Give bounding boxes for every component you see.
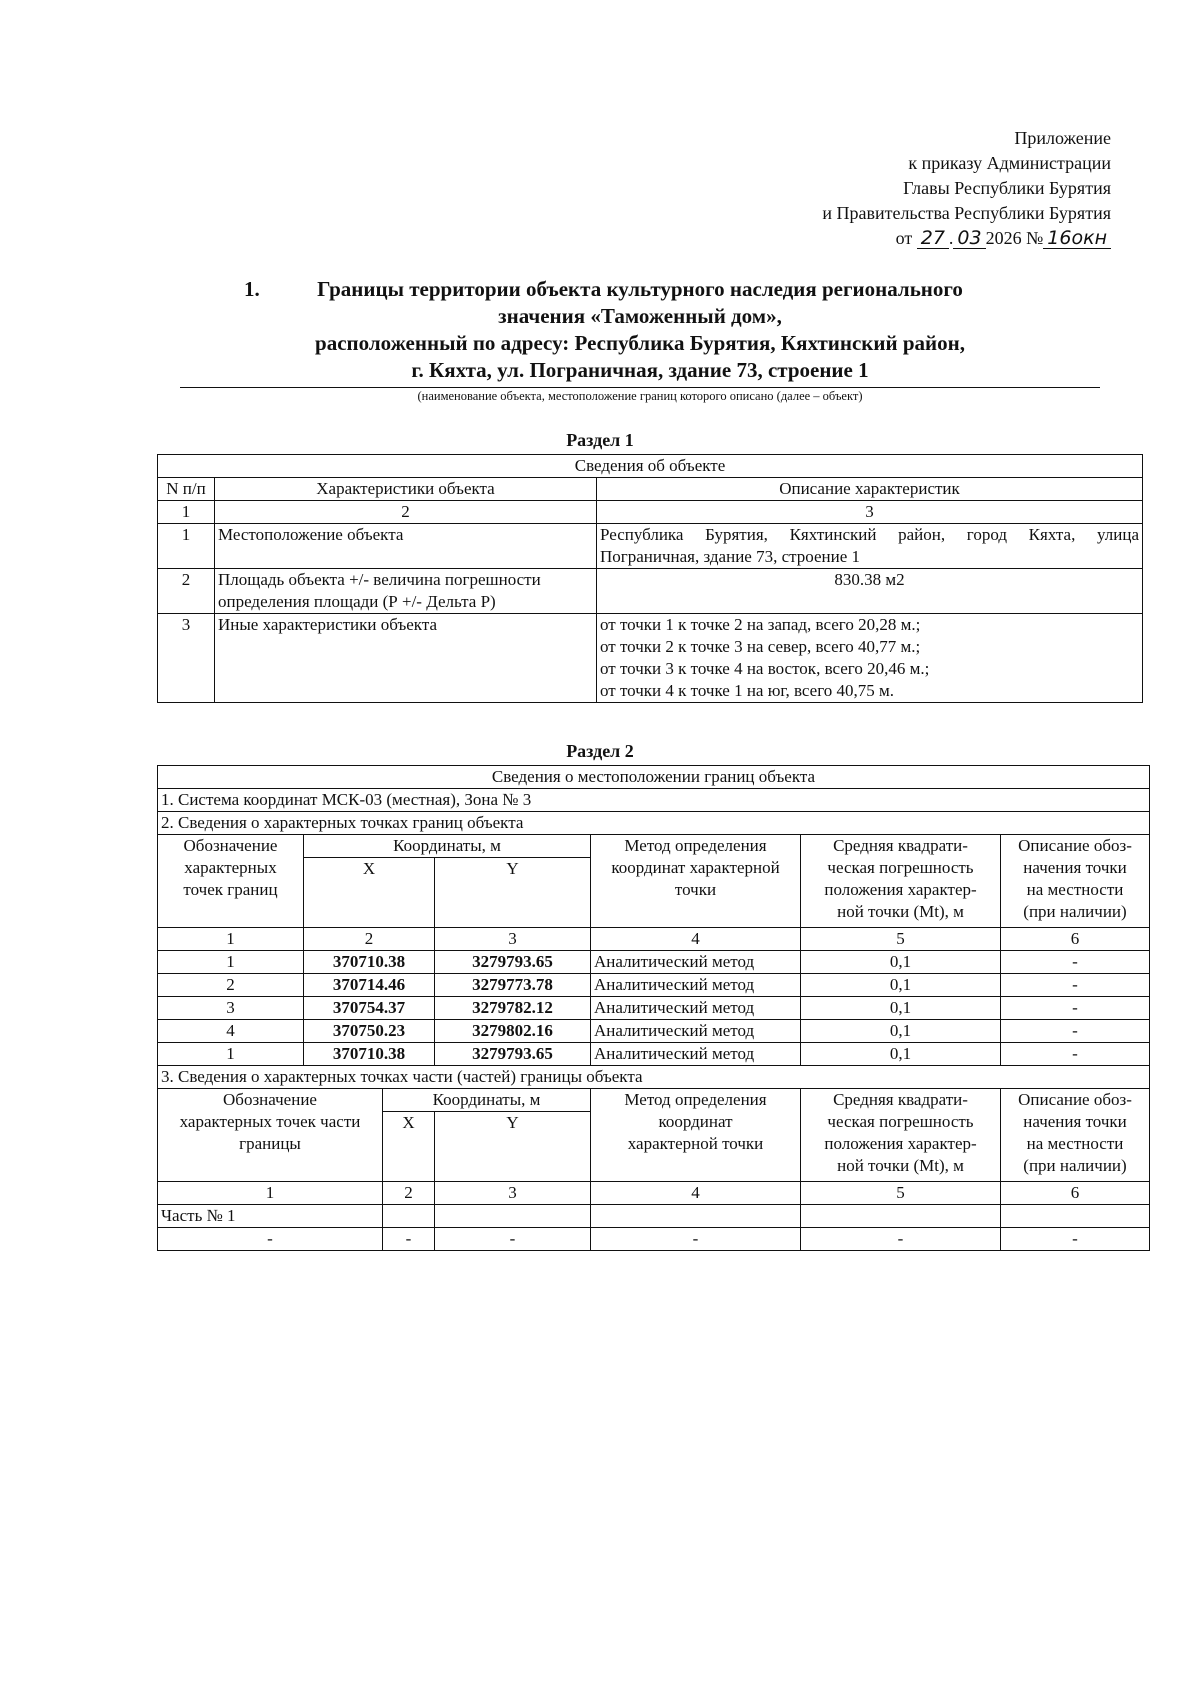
part-desc-header xyxy=(1001,1089,1150,1182)
coordinate-system: 1. Система координат МСК-03 (местная), Зона № 3 xyxy=(158,789,1150,812)
col-number-cell: 3 xyxy=(435,1182,591,1205)
header-line: начения точки xyxy=(1023,858,1127,877)
empty-cell xyxy=(801,1205,1001,1228)
title-caption: (наименование объекта, местоположение границ которого описано (далее – объект) xyxy=(417,389,863,403)
title-number: 1. xyxy=(244,277,260,301)
header-line: на местности xyxy=(1026,880,1124,899)
header-line: координат xyxy=(658,1112,733,1131)
point-desc: - xyxy=(1001,951,1150,974)
part-error-header xyxy=(801,1089,1001,1182)
part-y-header: Y xyxy=(435,1112,591,1182)
col-number-cell: 5 xyxy=(801,928,1001,951)
point-id: 1 xyxy=(158,1043,304,1066)
col-number-cell: 6 xyxy=(1001,1182,1150,1205)
header-line: Обозначение xyxy=(223,1090,317,1109)
header-line: координат характерной xyxy=(611,858,780,877)
appendix-line: Приложение xyxy=(1014,128,1111,148)
point-y: 3279793.65 xyxy=(435,951,591,974)
col-number-cell: 4 xyxy=(591,928,801,951)
point-x: 370710.38 xyxy=(304,1043,435,1066)
part-cell: - xyxy=(801,1228,1001,1251)
description-cell xyxy=(597,614,1143,703)
row-number: 1 xyxy=(158,524,215,569)
point-x: 370750.23 xyxy=(304,1020,435,1043)
section1-heading: Раздел 1 xyxy=(566,430,634,450)
part-designation-header xyxy=(158,1089,383,1182)
section2-table xyxy=(157,765,1150,1251)
point-id: 3 xyxy=(158,997,304,1020)
table-row xyxy=(158,1043,1150,1066)
point-desc: - xyxy=(1001,1020,1150,1043)
point-mt: 0,1 xyxy=(801,1043,1001,1066)
characteristic-cell xyxy=(215,524,597,569)
part-x-header: X xyxy=(383,1112,435,1182)
table-row xyxy=(158,1205,1150,1228)
table-row xyxy=(158,614,1143,703)
header-cell: Описание характеристик xyxy=(597,478,1143,501)
part-cell: - xyxy=(591,1228,801,1251)
point-mt: 0,1 xyxy=(801,974,1001,997)
method-header xyxy=(591,835,801,928)
cell-line: Республика Бурятия, Кяхтинский район, город Кяхта, улица xyxy=(600,525,1139,544)
header-line: Обозначение xyxy=(183,836,278,855)
header-line: характерных точек части xyxy=(179,1112,361,1131)
col-number-cell: 2 xyxy=(304,928,435,951)
x-header: X xyxy=(304,858,435,928)
point-mt: 0,1 xyxy=(801,951,1001,974)
point-y: 3279782.12 xyxy=(435,997,591,1020)
header-line: характерных xyxy=(184,858,277,877)
header-line: положения характер- xyxy=(824,880,977,899)
table-row xyxy=(158,1228,1150,1251)
error-header xyxy=(801,835,1001,928)
point-x: 370754.37 xyxy=(304,997,435,1020)
header-line: начения точки xyxy=(1023,1112,1127,1131)
order-number: 16окн xyxy=(1043,228,1111,249)
part-cell: - xyxy=(158,1228,383,1251)
cell-line: Местоположение объекта xyxy=(218,525,404,544)
title-underline xyxy=(180,387,1100,388)
header-line: Средняя квадрати- xyxy=(833,1090,968,1109)
table-row xyxy=(158,997,1150,1020)
point-y: 3279773.78 xyxy=(435,974,591,997)
subsection-title: 3. Сведения о характерных точках части (частей) границы объекта xyxy=(158,1066,1150,1089)
part-cell: - xyxy=(383,1228,435,1251)
cell-line: от точки 3 к точке 4 на восток, всего 20,46 м.; xyxy=(600,659,930,678)
point-method: Аналитический метод xyxy=(591,1020,801,1043)
col-number-cell: 5 xyxy=(801,1182,1001,1205)
point-y: 3279793.65 xyxy=(435,1043,591,1066)
header-line: ной точки (Mt), м xyxy=(837,1156,964,1175)
header-line: (при наличии) xyxy=(1023,902,1127,921)
header-line: положения характер- xyxy=(824,1134,977,1153)
header-line: границы xyxy=(239,1134,301,1153)
part-label: Часть № 1 xyxy=(158,1205,383,1228)
col-number-cell: 6 xyxy=(1001,928,1150,951)
y-header: Y xyxy=(435,858,591,928)
desc-header xyxy=(1001,835,1150,928)
date-year: 2026 xyxy=(985,228,1022,248)
description-cell xyxy=(597,524,1143,569)
date-prefix: от xyxy=(895,228,913,248)
appendix-header xyxy=(822,126,1111,251)
document-title xyxy=(180,276,1100,384)
section2-heading: Раздел 2 xyxy=(566,741,634,761)
point-method: Аналитический метод xyxy=(591,951,801,974)
point-desc: - xyxy=(1001,974,1150,997)
col-number-cell: 3 xyxy=(435,928,591,951)
point-x: 370710.38 xyxy=(304,951,435,974)
header-line: Метод определения xyxy=(624,836,767,855)
point-id: 1 xyxy=(158,951,304,974)
cell-line: Площадь объекта +/- величина погрешности xyxy=(218,570,541,589)
title-line: Границы территории объекта культурного наследия регионального xyxy=(317,277,963,301)
header-line: ческая погрешность xyxy=(827,858,974,877)
subsection-title: 2. Сведения о характерных точках границ объекта xyxy=(158,812,1150,835)
section1-table xyxy=(157,454,1143,703)
number-prefix: № xyxy=(1026,228,1044,248)
section1-table-title: Сведения об объекте xyxy=(158,455,1143,478)
appendix-line: и Правительства Республики Бурятия xyxy=(822,203,1111,223)
empty-cell xyxy=(435,1205,591,1228)
table-row xyxy=(158,569,1143,614)
header-line: Метод определения xyxy=(624,1090,767,1109)
empty-cell xyxy=(1001,1205,1150,1228)
point-mt: 0,1 xyxy=(801,997,1001,1020)
cell-line: от точки 1 к точке 2 на запад, всего 20,28 м.; xyxy=(600,615,921,634)
col-number-cell: 2 xyxy=(383,1182,435,1205)
point-method: Аналитический метод xyxy=(591,974,801,997)
table-row xyxy=(158,974,1150,997)
date-month: 03 xyxy=(953,228,985,249)
empty-cell xyxy=(591,1205,801,1228)
part-method-header xyxy=(591,1089,801,1182)
title-line: г. Кяхта, ул. Пограничная, здание 73, строение 1 xyxy=(411,358,869,382)
col-number-cell: 1 xyxy=(158,928,304,951)
part-coords-header: Координаты, м xyxy=(383,1089,591,1112)
cell-line: Пограничная, здание 73, строение 1 xyxy=(600,547,861,566)
point-y: 3279802.16 xyxy=(435,1020,591,1043)
point-x: 370714.46 xyxy=(304,974,435,997)
col-number-cell: 3 xyxy=(597,501,1143,524)
header-line: точек границ xyxy=(183,880,278,899)
header-line: ческая погрешность xyxy=(827,1112,974,1131)
title-line: расположенный по адресу: Республика Бурятия, Кяхтинский район, xyxy=(315,331,965,355)
date-day: 27 xyxy=(917,228,949,249)
header-cell: N п/п xyxy=(158,478,215,501)
row-number: 3 xyxy=(158,614,215,703)
description-cell xyxy=(597,569,1143,614)
title-line: значения «Таможенный дом», xyxy=(498,304,782,328)
point-method: Аналитический метод xyxy=(591,1043,801,1066)
characteristic-cell xyxy=(215,569,597,614)
appendix-line: Главы Республики Бурятия xyxy=(903,178,1111,198)
appendix-line: к приказу Администрации xyxy=(908,153,1111,173)
col-number-cell: 1 xyxy=(158,1182,383,1205)
header-line: точки xyxy=(674,880,717,899)
table-row xyxy=(158,524,1143,569)
header-line: (при наличии) xyxy=(1023,1156,1127,1175)
table-row xyxy=(158,951,1150,974)
order-date-line: от 27 . 03 2026 № 16окн xyxy=(822,226,1111,251)
part-cell: - xyxy=(435,1228,591,1251)
characteristic-cell xyxy=(215,614,597,703)
header-cell: Характеристики объекта xyxy=(215,478,597,501)
header-line: ной точки (Mt), м xyxy=(837,902,964,921)
point-id: 4 xyxy=(158,1020,304,1043)
part-cell: - xyxy=(1001,1228,1150,1251)
cell-line: 830.38 м2 xyxy=(834,570,905,589)
point-desc: - xyxy=(1001,997,1150,1020)
point-desc: - xyxy=(1001,1043,1150,1066)
point-method: Аналитический метод xyxy=(591,997,801,1020)
point-mt: 0,1 xyxy=(801,1020,1001,1043)
header-line: Описание обоз- xyxy=(1018,1090,1132,1109)
header-line: характерной точки xyxy=(627,1134,764,1153)
header-line: на местности xyxy=(1026,1134,1124,1153)
cell-line: определения площади (Р +/- Дельта Р) xyxy=(218,592,496,611)
empty-cell xyxy=(383,1205,435,1228)
cell-line: от точки 2 к точке 3 на север, всего 40,77 м.; xyxy=(600,637,921,656)
cell-line: Иные характеристики объекта xyxy=(218,615,438,634)
designation-header xyxy=(158,835,304,928)
point-id: 2 xyxy=(158,974,304,997)
cell-line: от точки 4 к точке 1 на юг, всего 40,75 м. xyxy=(600,681,895,700)
header-line: Описание обоз- xyxy=(1018,836,1132,855)
col-number-cell: 4 xyxy=(591,1182,801,1205)
header-line: Средняя квадрати- xyxy=(833,836,968,855)
table-row xyxy=(158,1020,1150,1043)
col-number-cell: 1 xyxy=(158,501,215,524)
col-number-cell: 2 xyxy=(215,501,597,524)
section2-table-title: Сведения о местоположении границ объекта xyxy=(158,766,1150,789)
coords-header: Координаты, м xyxy=(304,835,591,858)
row-number: 2 xyxy=(158,569,215,614)
